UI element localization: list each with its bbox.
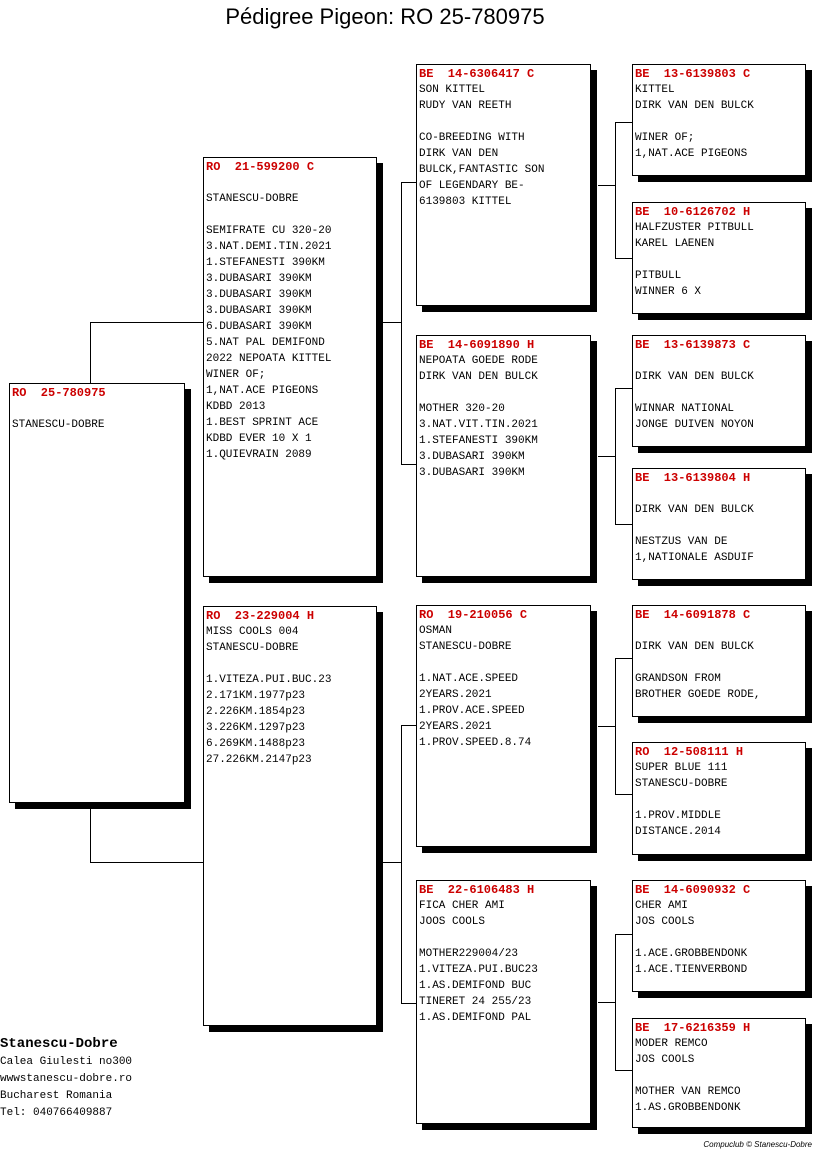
ring-number: BE 13-6139873 C xyxy=(635,338,751,352)
connector-line xyxy=(615,388,616,524)
sire-sire-dam-card xyxy=(632,202,806,314)
copyright-notice: Compuclub © Stanescu-Dobre xyxy=(703,1140,812,1149)
connector-line xyxy=(598,1002,615,1003)
pigeon-info: STANESCU-DOBRE SEMIFRATE CU 320-20 3.NAT.DEMI.TIN.2021 1.STEFANESTI 390KM 3.DUBASARI 390KM 3.DUBASARI 390KM 3.DUBASARI 390KM 6.DUBASARI 390KM 5.NAT PAL DEMIFOND 2022 NEPOATA KITTEL WINER OF; 1,NAT.ACE PIGEONS KDBD 2013 1.BEST SPRINT ACE KDBD EVER 10 X 1 1.QUIEVRAIN 2089 xyxy=(206,193,332,461)
connector-line xyxy=(90,322,91,384)
connector-line xyxy=(90,862,204,863)
breeder-city: Bucharest Romania xyxy=(0,1090,113,1102)
connector-line xyxy=(383,862,401,863)
connector-line xyxy=(401,725,416,726)
connector-line xyxy=(615,258,632,259)
connector-line xyxy=(615,658,632,659)
connector-line xyxy=(598,185,615,186)
sire-dam-dam-card xyxy=(632,468,806,580)
connector-line xyxy=(615,934,616,1070)
pigeon-info: KITTEL DIRK VAN DEN BULCK WINER OF; 1,NAT.ACE PIGEONS xyxy=(635,84,754,160)
connector-line xyxy=(615,524,632,525)
connector-line xyxy=(383,322,401,323)
dam-dam-card xyxy=(416,880,591,1124)
pigeon-info: DIRK VAN DEN BULCK GRANDSON FROM BROTHER GOEDE RODE, xyxy=(635,641,761,701)
connector-line xyxy=(615,794,632,795)
pigeon-info: FICA CHER AMI JOOS COOLS MOTHER229004/23 1.VITEZA.PUI.BUC23 1.AS.DEMIFOND BUC TINERET 24 255/23 1.AS.DEMIFOND PAL xyxy=(419,900,538,1024)
sire-sire-sire-card xyxy=(632,64,806,176)
ring-number: BE 17-6216359 H xyxy=(635,1021,751,1035)
sire-card xyxy=(203,157,377,577)
ring-number: RO 21-599200 C xyxy=(206,160,315,174)
connector-line xyxy=(401,182,416,183)
pigeon-info: HALFZUSTER PITBULL KAREL LAENEN PITBULL WINNER 6 X xyxy=(635,222,754,298)
ring-number: BE 10-6126702 H xyxy=(635,205,751,219)
ring-number: RO 25-780975 xyxy=(12,386,106,400)
pigeon-info: CHER AMI JOS COOLS 1.ACE.GROBBENDONK 1.ACE.TIENVERBOND xyxy=(635,900,748,976)
connector-line xyxy=(615,1070,632,1071)
connector-line xyxy=(598,456,615,457)
connector-line xyxy=(90,322,204,323)
dam-sire-sire-card xyxy=(632,605,806,717)
subject-pigeon-card xyxy=(9,383,185,803)
sire-sire-card xyxy=(416,64,591,306)
connector-line xyxy=(401,182,402,464)
ring-number: RO 23-229004 H xyxy=(206,609,315,623)
ring-number: BE 22-6106483 H xyxy=(419,883,535,897)
dam-sire-card xyxy=(416,605,591,847)
breeder-contact xyxy=(0,1034,132,1122)
ring-number: BE 14-6306417 C xyxy=(419,67,535,81)
pigeon-info: DIRK VAN DEN BULCK WINNAR NATIONAL JONGE DUIVEN NOYON xyxy=(635,371,754,431)
pigeon-info: SUPER BLUE 111 STANESCU-DOBRE 1.PROV.MIDDLE DISTANCE.2014 xyxy=(635,762,728,838)
connector-line xyxy=(615,658,616,794)
dam-dam-sire-card xyxy=(632,880,806,992)
connector-line xyxy=(615,122,632,123)
breeder-website: wwwstanescu-dobre.ro xyxy=(0,1073,133,1085)
connector-line xyxy=(401,725,402,1003)
dam-card xyxy=(203,606,377,1026)
connector-line xyxy=(90,802,91,862)
pigeon-info: OSMAN STANESCU-DOBRE 1.NAT.ACE.SPEED 2YEARS.2021 1.PROV.ACE.SPEED 2YEARS.2021 1.PROV.SPEED.8.74 xyxy=(419,625,532,749)
ring-number: BE 13-6139803 C xyxy=(635,67,751,81)
ring-number: RO 19-210056 C xyxy=(419,608,528,622)
connector-line xyxy=(615,388,632,389)
dam-dam-dam-card xyxy=(632,1018,806,1128)
connector-line xyxy=(401,464,416,465)
ring-number: BE 14-6091878 C xyxy=(635,608,751,622)
breeder-name: Stanescu-Dobre xyxy=(0,1036,118,1052)
pigeon-info: STANESCU-DOBRE xyxy=(12,419,105,431)
pigeon-info: MODER REMCO JOS COOLS MOTHER VAN REMCO 1.AS.GROBBENDONK xyxy=(635,1038,741,1114)
ring-number: BE 13-6139804 H xyxy=(635,471,751,485)
pigeon-info: NEPOATA GOEDE RODE DIRK VAN DEN BULCK MOTHER 320-20 3.NAT.VIT.TIN.2021 1.STEFANESTI 390KM 3.DUBASARI 390KM 3.DUBASARI 390KM xyxy=(419,355,538,479)
page-title: Pédigree Pigeon: RO 25-780975 xyxy=(225,4,545,29)
pigeon-info: SON KITTEL RUDY VAN REETH CO-BREEDING WITH DIRK VAN DEN BULCK,FANTASTIC SON OF LEGENDARY BE- 6139803 KITTEL xyxy=(419,84,545,208)
breeder-address: Calea Giulesti no300 xyxy=(0,1056,133,1068)
ring-number: RO 12-508111 H xyxy=(635,745,744,759)
sire-dam-sire-card xyxy=(632,335,806,447)
pigeon-info: MISS COOLS 004 STANESCU-DOBRE 1.VITEZA.PUI.BUC.23 2.171KM.1977p23 2.226KM.1854p23 3.226KM.1297p23 6.269KM.1488p23 27.226KM.2147p23 xyxy=(206,626,332,766)
connector-line xyxy=(615,122,616,258)
dam-sire-dam-card xyxy=(632,742,806,855)
breeder-phone: Tel: 040766409887 xyxy=(0,1107,113,1119)
ring-number: BE 14-6091890 H xyxy=(419,338,535,352)
pigeon-info: DIRK VAN DEN BULCK NESTZUS VAN DE 1,NATIONALE ASDUIF xyxy=(635,504,754,564)
connector-line xyxy=(615,934,632,935)
connector-line xyxy=(401,1003,416,1004)
ring-number: BE 14-6090932 C xyxy=(635,883,751,897)
sire-dam-card xyxy=(416,335,591,577)
connector-line xyxy=(598,726,615,727)
